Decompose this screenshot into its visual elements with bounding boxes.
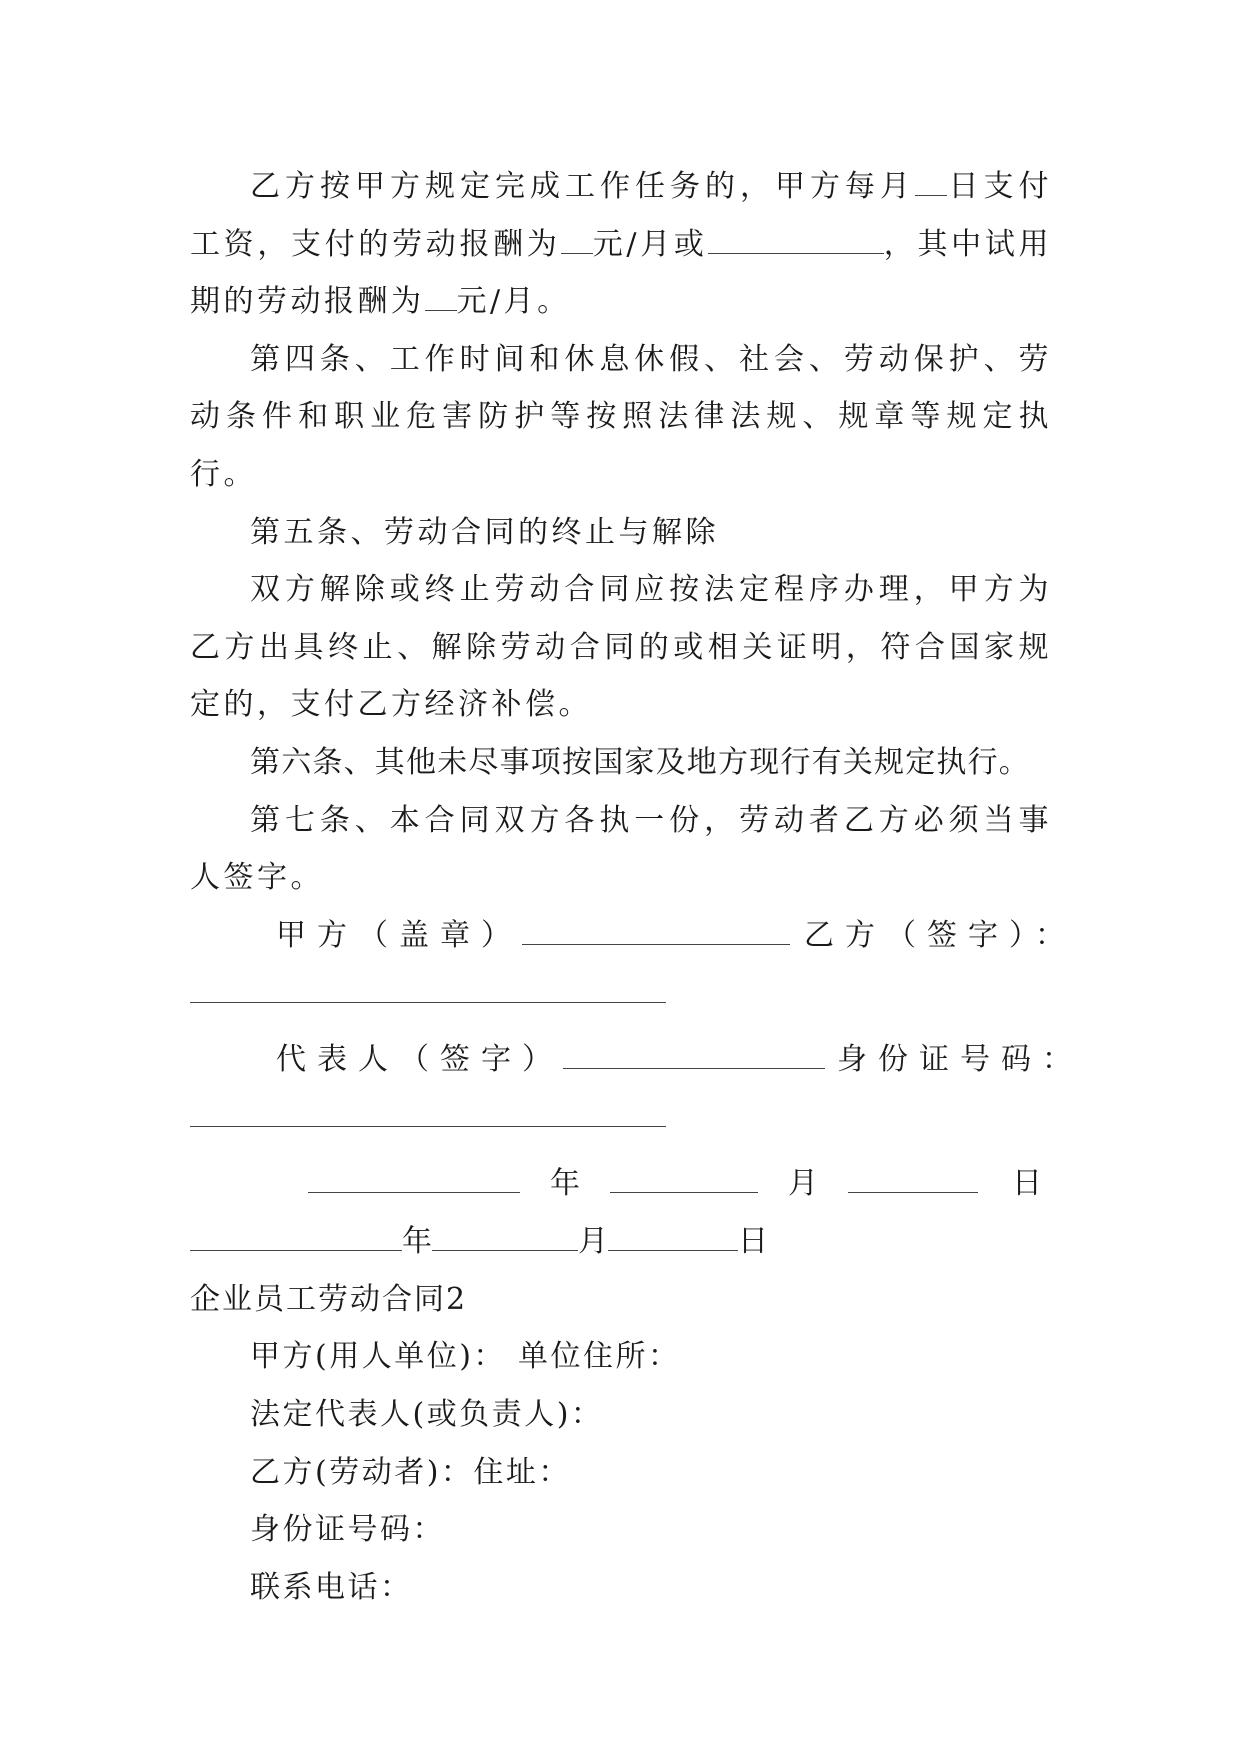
date-line-b — [190, 1213, 1052, 1271]
day-label-b: 日 — [738, 1223, 768, 1259]
employee-id-field: 身份证号码： — [250, 1512, 445, 1548]
alt-wage-blank — [708, 224, 884, 254]
legal-representative-field: 法定代表人(或负责人)： — [250, 1396, 604, 1432]
party-b-sign-blank — [190, 973, 666, 1003]
month-label-b: 月 — [578, 1223, 608, 1259]
party-a-seal-blank — [522, 915, 790, 945]
party-b-sign-row — [190, 965, 1052, 1023]
phone-field: 联系电话： — [250, 1569, 413, 1605]
id-number-label: 身份证号码： — [837, 1041, 1083, 1077]
month-blank-b — [432, 1221, 578, 1251]
year-label-a: 年 — [550, 1165, 580, 1201]
party-a-seal-label: 甲方（盖章） — [276, 917, 522, 953]
document-body — [190, 158, 1083, 1616]
year-blank-a — [308, 1163, 520, 1193]
wage-clause — [190, 158, 1052, 331]
day-label-a: 日 — [1012, 1165, 1042, 1201]
contract-2-title: 企业员工劳动合同2 — [190, 1281, 468, 1317]
id-number-row — [190, 1089, 1052, 1147]
wage-text-c: 元/月或 — [592, 226, 708, 262]
day-blank-b — [608, 1221, 738, 1251]
id-number-blank — [190, 1097, 666, 1127]
monthly-wage-blank — [561, 224, 593, 254]
month-label-a: 月 — [788, 1165, 818, 1201]
party-signature-line — [190, 907, 1076, 965]
article-4: 第四条、工作时间和休息休假、社会、劳动保护、劳动条件和职业危害防护等按照法律法规、规章等规定执行。 — [190, 341, 1052, 492]
article-5-title: 第五条、劳动合同的终止与解除 — [250, 514, 719, 550]
article-7: 第七条、本合同双方各执一份，劳动者乙方必须当事人签字。 — [190, 802, 1052, 896]
party-b-sign-label: 乙方（签字）： — [804, 917, 1076, 953]
article-6: 第六条、其他未尽事项按国家及地方现行有关规定执行。 — [250, 744, 1030, 780]
date-line-a — [190, 1155, 1052, 1213]
day-blank-a — [848, 1163, 978, 1193]
wage-text-d: ，其中试用期的劳动报酬为 — [190, 226, 1053, 320]
year-blank-b — [190, 1221, 402, 1251]
representative-signature-line — [190, 1031, 1083, 1089]
pay-day-blank — [915, 167, 947, 197]
wage-text-e: 元/月。 — [456, 284, 571, 320]
wage-text-b: 日支付工资，支付的劳动报酬为 — [190, 169, 1052, 262]
year-label-b: 年 — [402, 1223, 432, 1259]
employee-field: 乙方(劳动者)：住址： — [250, 1454, 571, 1490]
employer-field: 甲方(用人单位)： 单位住所： — [250, 1339, 681, 1375]
probation-wage-blank — [425, 282, 457, 312]
representative-sign-label: 代表人（签字） — [276, 1041, 563, 1077]
month-blank-a — [610, 1163, 758, 1193]
wage-text-a: 乙方按甲方规定完成工作任务的，甲方每月 — [250, 169, 915, 204]
article-5-body: 双方解除或终止劳动合同应按法定程序办理，甲方为乙方出具终止、解除劳动合同的或相关证明，符合国家规定的，支付乙方经济补偿。 — [190, 572, 1052, 723]
representative-sign-blank — [563, 1039, 825, 1069]
